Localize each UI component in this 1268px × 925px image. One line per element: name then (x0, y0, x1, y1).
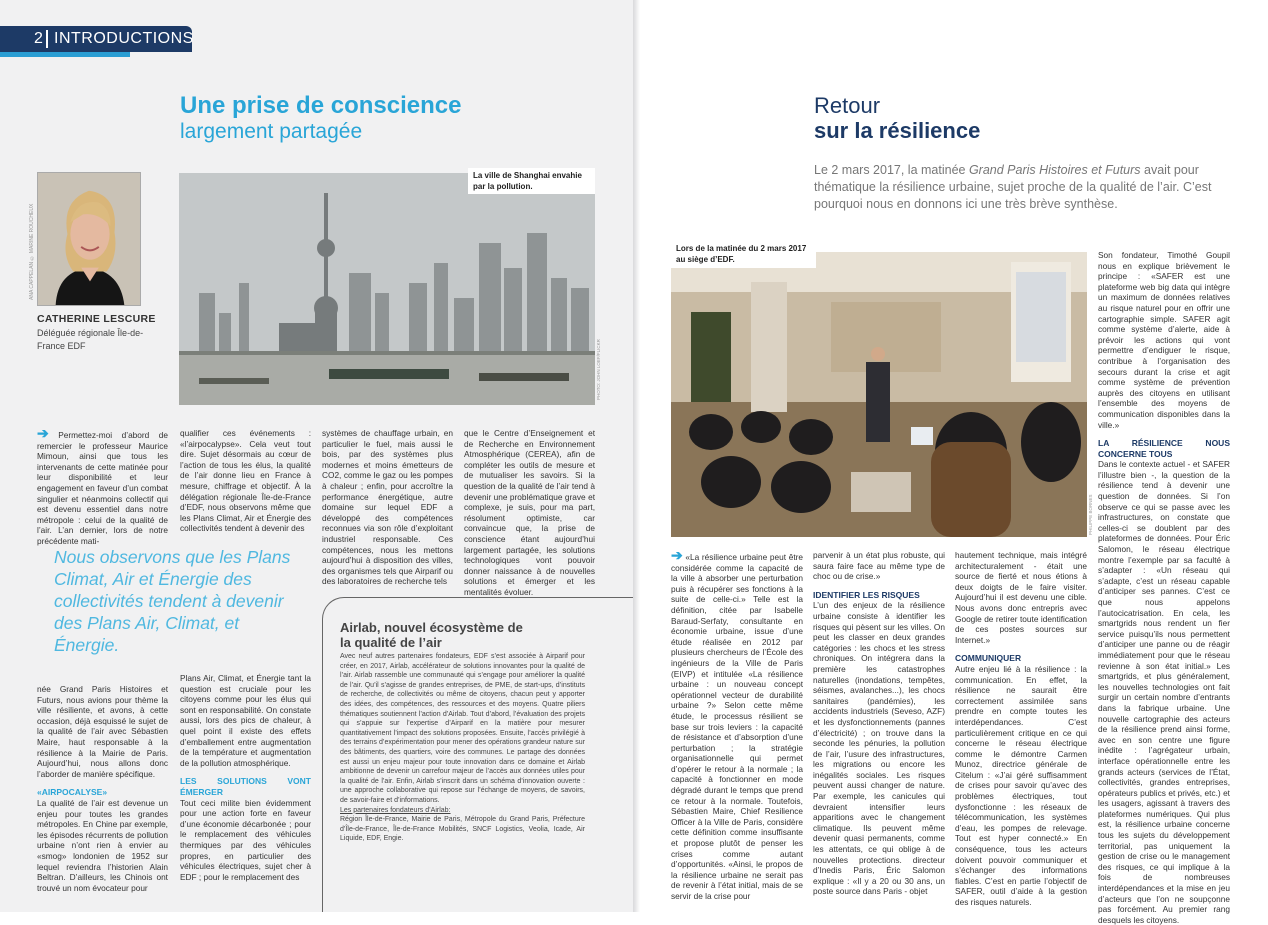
right-col4-para2: Dans le contexte actuel - et SAFER l’illustre bien -, la question de la résilience tend à devenir une question de données. Si l’on observe ce qui se passe avec les infrastructures, on constate que celles-ci se doublent par des plateformes de données. Pour Éric Salomon, le réseau électrique montre l’exemple par sa faculté à s’adapter : «Un réseau qui s’adapte, c’est un réseau capable d’anticiper ses pannes. C’est ce que nous appelons l’autocicatrisation. En cela, les smartgrids nous rendent un fier service puisqu’ils nous permettent d’anticiper une panne ou de réagir immédiatement pour que le réseau revienne à son état initial.» Les smartgrids, et plus généralement, les nouvelles technologies ont fait surgir un certain nombre d’entrants dans la fabrique urbaine. Une nouvelle cartographie des acteurs de la résilience prend ainsi forme, avec en son centre une figure inédite : l’agrégateur urbain, interface opérationnelle entre les grands acteurs (services de l’État, collectivités, grandes entreprises, opérateurs publics et privés, etc.) et les usagers, agissant à travers des plateformes numériques. Qui plus est, la résilience urbaine concerne tous les sujets du développement territorial, pas uniquement la gestion de crise ou le management des risques, ce qui implique à la fois de nombreuses interdépendances et la mise en jeu d’acteurs que l’on ne soupçonne pas forcément. Au premier rang desquels les citoyens. (1098, 459, 1230, 925)
intro-suffix: avait pour thématique la résilience urbaine, sujet proche de la qualité de l’air. C’est pourquoi nous en donnons ici une très brève synthèse. (814, 163, 1212, 211)
left-title: Une prise de conscience (180, 92, 462, 119)
airlab-title-line2: la qualité de l’air (340, 635, 442, 650)
airlab-partners: Région Île-de-France, Mairie de Paris, Métropole du Grand Paris, Préfecture d’Île-de-France, Île-de-France Mobilités, SNCF Logistics, Veolia, Icade, Air Liquide, EDF, Engie. (340, 816, 585, 843)
intro-italic: Grand Paris Histoires et Futurs (968, 163, 1141, 177)
left-col1-bottom (37, 684, 168, 893)
section-underline (0, 52, 130, 57)
airlab-title-line1: Airlab, nouvel écosystème de (340, 620, 523, 635)
right-col3-para1: hautement technique, mais intégré architecturalement - était une source de fierté et nous étions à deux doigts de le faire visiter. Aujourd’hui il est devenu une cible. Nous avons donc entrepris avec Google de retirer toute identification de ces postes sources sur Internet.» (955, 550, 1087, 645)
left-col1-para1: Permettez-moi d’abord de remercier le professeur Maurice Mimoun, ainsi que tous les intervenants de cette matinée pour leur disponibilité et leur engagement en faveur d’un combat singulier et néanmoins collectif qui est devenu essentiel dans notre métropole : celui de la qualité de l’air. L’an dernier, lors de notre précédente mati- (37, 430, 168, 546)
section-label: INTRODUCTIONS (54, 30, 194, 47)
shanghai-photo (179, 173, 595, 405)
left-subtitle: largement partagée (180, 120, 363, 143)
subhead-solutions: LES SOLUTIONS VONT ÉMERGER (180, 776, 311, 797)
meeting-credit: PHILIPPE BORNES (1088, 494, 1093, 535)
right-col3 (955, 550, 1087, 908)
left-headline (180, 92, 461, 144)
right-col2 (813, 550, 945, 897)
right-col3-para2: Autre enjeu lié à la résilience : la communication. En effet, la résilience ne saurait être correctement assimilée sans prendre en compte toutes les interdépendances. C’est particulièrement critique en ce qui concerne le réseau électrique comme le démontre Carmen Munoz, directrice générale de Citelum : «J’ai géré suffisamment de crises pour savoir qu’avec des problèmes électriques, tout dysfonctionne : les réseaux de télécommunication, les systèmes d’eau, les pompes de relevage. Tout est hyper connecté.» En conséquence, tous les acteurs doivent pouvoir communiquer et s’échanger des informations fiables. C’est en partie l’objectif de SAFER, outil d’aide à la gestion des risques naturels. (955, 663, 1087, 907)
section-tab (0, 26, 192, 52)
right-col4-para1: Son fondateur, Timothé Goupil nous en explique brièvement le principe : «SAFER est une plateforme web big data qui intègre un maximum de données relatives au risque naturel pour en offrir une cartographie simple. SAFER agit comme système d’alerte, aide à prévoir les actions qui vont permettre d’endiguer le risque, contribue à l’organisation des secours durant la crise et agit comme système de prévention auprès des citoyens en utilisant l’ensemble des moyens de communication disponibles dans la ville.» (1098, 250, 1230, 430)
arrow-icon: ➔ (37, 425, 49, 441)
subhead-risques: IDENTIFIER LES RISQUES (813, 589, 920, 600)
right-col2-para1: parvenir à un état plus robuste, qui saura faire face au même type de choc ou de crise.» (813, 550, 945, 582)
airlab-partners-label: Les partenaires fondateurs d’Airlab: (340, 806, 451, 814)
person-name: CATHERINE LESCURE (37, 313, 156, 325)
page-number: 2 (0, 30, 48, 48)
page-gutter (633, 0, 640, 912)
shanghai-caption: La ville de Shanghai envahie par la pollution. (468, 168, 595, 194)
left-col1-para3: La qualité de l’air est devenue un enjeu pour toutes les grandes métropoles. En Chine par exemple, les épisodes récurrents de pollution urbaine n’ont rien à envier au «smog» londonien de 1952 sur lequel reviendra l’historien Alain Beltran. D’ailleurs, les Chinois ont trouvé un nom évocateur pour (37, 797, 168, 893)
left-col4 (464, 428, 595, 598)
airlab-text: Avec neuf autres partenaires fondateurs, EDF s’est associée à Airparif pour créer, en 2017, Airlab, accélérateur de solutions innovantes pour la qualité de l’air. Airlab rassemble une communauté qui s’engage pour améliorer la qualité de l’air. Qu’il s’agisse de grandes entreprises, de PME, de start-ups, d’instituts de recherche, de collectivités ou même de citoyens, chacun peut y apporter des idées, des compétences, des ressources et des moyens. Quatre piliers thématiques soutiennent l’action d’Airlab. Tout d’abord, l’évaluation des projets qui s’appuie sur l’expertise d’Airparif en la matière pour mesurer quantitativement l’impact des solutions proposées. Ensuite, l’accès privilégié à des terrains d’expérimentation pour mener des opérations grandeur nature sur des bâtiments, des quartiers, voire des communes. Le partage des données est aussi un enjeu majeur pour toute innovation dans ce domaine et Airlab ambitionne de devenir un carrefour majeur de l’accès aux données utiles pour la qualité de l’air. Enfin, Airlab s’inscrit dans un schéma d’innovation ouverte : une approche collaborative qui repose sur l’échange de moyens, de savoirs, de savoir-faire et d’informations. (340, 653, 585, 804)
right-title: Retour (814, 93, 881, 118)
person-role: Déléguée régionale Île-de-France EDF (37, 328, 144, 351)
airlab-body (340, 652, 585, 844)
left-col1-para2: née Grand Paris Histoires et Futurs, nous avions pour thème la ville résiliente, et avons, à cette occasion, déjà esquissé le sujet de la qualité de l’air avec Sébastien Maire, haut responsable à la résilience à la Mairie de Paris. Aujourd’hui, nous allons donc l’aborder de manière spécifique. (37, 684, 168, 779)
right-headline (814, 94, 980, 144)
airlab-title (340, 620, 523, 650)
left-col1-top (37, 425, 168, 547)
meeting-photo (671, 252, 1087, 537)
left-col2-bottom (180, 673, 311, 882)
left-col4-para1: que le Centre d’Enseignement et de Recherche en Environnement Atmosphérique (CEREA), afin de compléter les outils de mesure et de mutualiser les savoirs. Si la question de la qualité de l’air tend à devenir une problématique grave et complexe, je suis, pour ma part, résolument optimiste, car convaincue que, la prise de conscience étant aujourd’hui largement partagée, les solutions technologiques vont pouvoir donner naissance à de nouvelles solutions et émerger et les mentalités évoluer. (464, 428, 595, 597)
subhead-communiquer: COMMUNIQUER (955, 653, 1022, 664)
pull-quote: Nous observons que les Plans Climat, Air et Énergie des collectivités tendent à devenir des Plans Air, Climat, et Énergie. (54, 547, 291, 655)
left-col2-para1: qualifier ces événements : «l’airpocalypse». Cela veut tout dire. Sujet désormais au cœur de l’action de tous les élus, la qualité de l’air donne lieu en France à mesure, chiffrage et objectif. À la délégation régionale Île-de-France d’EDF, nous observons même que les Plans Climat, Air et Énergie des collectivités tendent à devenir des (180, 428, 311, 534)
right-col1 (671, 547, 803, 902)
left-col2-para2: Plans Air, Climat, et Énergie tant la question est cruciale pour les citoyens comme pour les élus qui sont en responsabilité. On constate aussi, lors des pics de chaleur, à quel point il existe des effets d’emballement entre augmentation de la température et augmentation de la pollution atmosphérique. (180, 673, 311, 768)
right-col4 (1098, 250, 1230, 925)
subhead-concerne: LA RÉSILIENCE NOUS CONCERNE TOUS (1098, 438, 1230, 459)
left-col2-top (180, 428, 311, 534)
right-intro (814, 162, 1234, 213)
right-col1-para1: «La résilience urbaine peut être considérée comme la capacité de la ville à absorber une perturbation puis à récupérer ses fonctions à la suite de celle-ci.» Telle est la définition, citée par Isabelle Baraud-Serfaty, consultante en économie urbaine, issue d’une étude réalisée en 2012 par plusieurs chercheurs de l’École des ingénieurs de la Ville de Paris (EIVP) et intitulée «La résilience urbaine : un nouveau concept opérationnel vecteur de durabilité urbaine ?» Selon cette même étude, le processus résilient se base sur trois leviers : la capacité de résistance et d’absorption d’une perturbation ; la stratégie organisationnelle qui permet d’opérer le retour à la normale ; la capacité à fonctionner en mode dégradé durant le temps que prend ce retour à la normale. Toutefois, Sébastien Maire, Chief Resilience Officer à la Ville de Paris, considère cette définition comme insuffisante et propose plutôt de penser les crises comme autant d’opportunités. «Ainsi, le propos de la résilience urbaine ne serait pas de revenir à l’état initial, mais de se servir de la crise pour (671, 552, 803, 901)
portrait-credit: ANA CAPPELAN © MARINE ROUCHEUX (29, 203, 35, 300)
left-col3-para1: systèmes de chauffage urbain, en particulier le fuel, mais aussi le bois, par des systèmes plus modernes et moins émetteurs de CO2, comme le gaz ou les pompes à chaleur ; enfin, pour accroître la performance énergétique, autre domaine sur lequel EDF a développé des compétences reconnues via son rôle d’exploitant industriel responsable. Ces compétences, nous les mettons aujourd’hui à disposition des villes, des organismes tels que Airparif ou des laboratoires de recherche tels (322, 428, 453, 587)
meeting-caption: Lors de la matinée du 2 mars 2017 au siège d’EDF. (671, 240, 816, 268)
portrait-photo (37, 172, 141, 306)
shanghai-credit: PHOTO: JOHN LOEF/FLICKR (596, 339, 601, 400)
left-col3 (322, 428, 453, 587)
right-subtitle: sur la résilience (814, 118, 981, 143)
right-col2-para2: L’un des enjeux de la résilience urbaine consiste à identifier les risques qui pèsent sur les villes. On peut les classer en deux grandes catégories : les chocs et les stress chroniques. On intégrera dans la première les catastrophes naturelles (inondations, tempêtes, séismes, avalanches...), les chocs sanitaires (pandémies), les accidents industriels (Seveso, AZF) et les dysfonctionnements (pannes d’électricité) ; on trouve dans la seconde les pénuries, la pollution de l’air, l’usure des infrastructures, les migrations ou encore les inégalités sociales. Les risques peuvent aussi changer de nature. Par exemple, les canicules qui devraient intensifier leurs apparitions avec le changement climatique. Ils peuvent même devenir quasi permanents, comme les attentats, ce qui oblige à de nouvelles protections. directeur d’Inedis Paris, Éric Salomon explique : «Il y a 20 ou 30 ans, un poste source dans Paris - objet (813, 600, 945, 897)
left-col2-para3: Tout ceci milite bien évidemment pour une action forte en faveur d’une économie décarbonée ; pour le remplacement des véhicules thermiques par des véhicules propres, en particulier des véhicules électriques, sujet cher à EDF ; pour le remplacement des (180, 797, 311, 882)
arrow-icon-right: ➔ (671, 547, 683, 563)
subhead-airpocalyse: «AIRPOCALYSE» (37, 787, 108, 798)
intro-prefix: Le 2 mars 2017, la matinée (814, 163, 969, 177)
